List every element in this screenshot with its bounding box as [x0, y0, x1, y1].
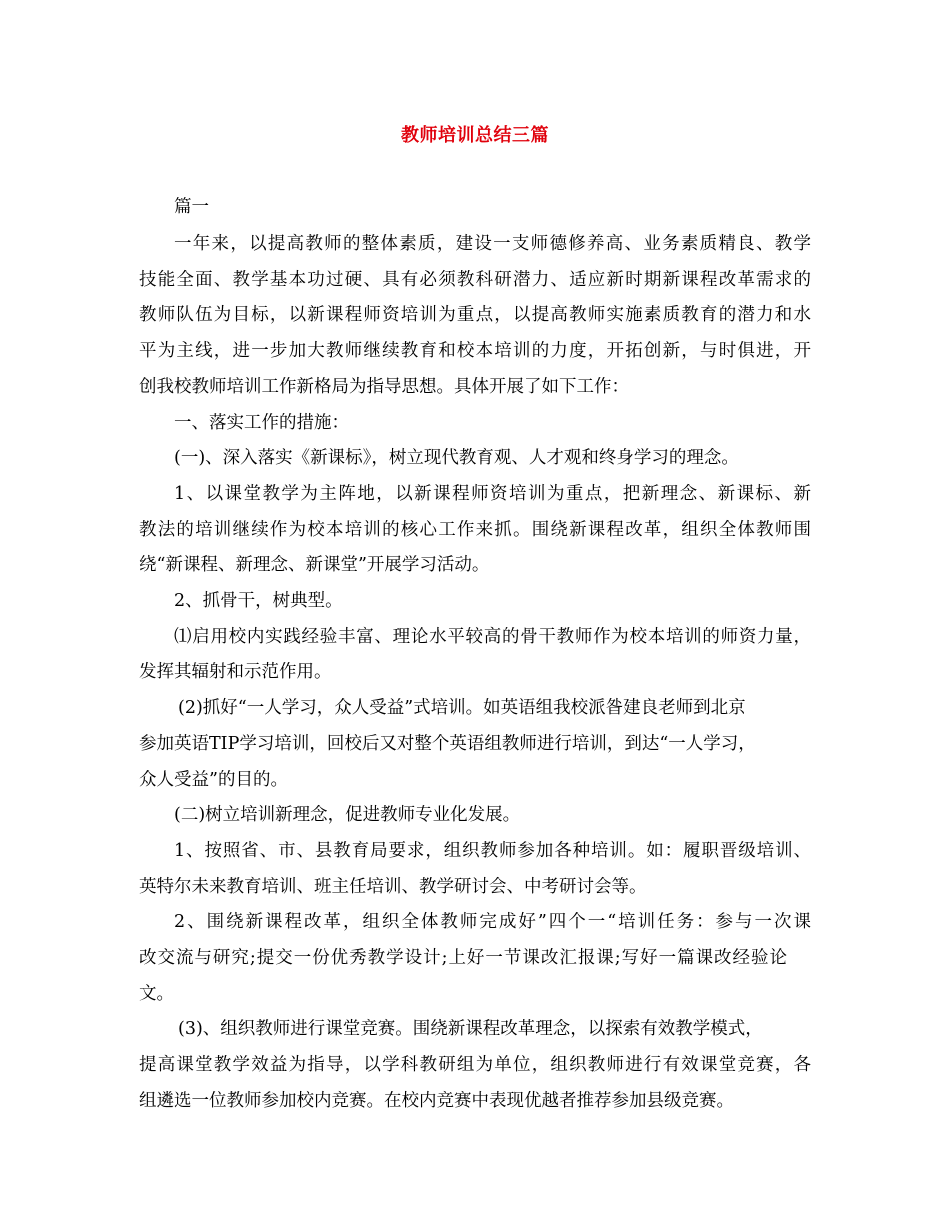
- text-line: 创我校教师培训工作新格局为指导思想。具体开展了如下工作：: [139, 377, 629, 397]
- text-line: 一、落实工作的措施：: [174, 413, 349, 433]
- text-line: 平为主线，进一步加大教师继续教育和校本培训的力度，开拓创新，与时俱进，开: [139, 341, 811, 361]
- text-line: 1、以课堂教学为主阵地，以新课程师资培训为重点，把新理念、新课标、新: [174, 484, 811, 504]
- text-line: 组遴选一位教师参加校内竞赛。在校内竞赛中表现优越者推荐参加县级竞赛。: [139, 1091, 734, 1111]
- text-line: 2、抓骨干，树典型。: [174, 591, 343, 611]
- text-line: (二)树立培训新理念，促进教师专业化发展。: [174, 805, 521, 825]
- document-title: 教师培训总结三篇: [401, 125, 549, 146]
- text-line: 一年来，以提高教师的整体素质，建设一支师德修养高、业务素质精良、教学: [174, 234, 811, 254]
- text-line: (一)、深入落实《新课标》，树立现代教育观、人才观和终身学习的理念。: [174, 448, 739, 468]
- text-line: 提高课堂教学效益为指导，以学科教研组为单位，组织教师进行有效课堂竞赛，各: [139, 1055, 811, 1075]
- text-line: (2)抓好“一人学习，众人受益”式培训。如英语组我校派昝建良老师到北京: [178, 698, 746, 718]
- text-line: 发挥其辐射和示范作用。: [139, 662, 332, 682]
- text-line: 英特尔未来教育培训、班主任培训、教学研讨会、中考研讨会等。: [139, 877, 647, 897]
- text-line: 2、围绕新课程改革，组织全体教师完成好”四个一“培训任务：参与一次课: [174, 912, 811, 932]
- text-line: 篇一: [174, 197, 209, 217]
- text-line: 1、按照省、市、县教育局要求，组织教师参加各种培训。如：履职晋级培训、: [174, 841, 811, 861]
- text-line: 参加英语TIP学习培训，回校后又对整个英语组教师进行培训，到达“一人学习，: [139, 734, 756, 754]
- text-line: 绕“新课程、新理念、新课堂”开展学习活动。: [139, 555, 490, 575]
- text-line: 教法的培训继续作为校本培训的核心工作来抓。围绕新课程改革，组织全体教师围: [139, 520, 811, 540]
- text-line: 改交流与研究;提交一份优秀教学设计;上好一节课改汇报课;写好一篇课改经验论: [139, 948, 787, 968]
- text-line: (3)、组织教师进行课堂竞赛。围绕新课程改革理念，以探索有效教学模式，: [178, 1019, 763, 1039]
- text-line: 教师队伍为目标，以新课程师资培训为重点，以提高教师实施素质教育的潜力和水: [139, 305, 811, 325]
- text-line: 文。: [139, 984, 174, 1004]
- text-line: ⑴启用校内实践经验丰富、理论水平较高的骨干教师作为校本培训的师资力量，: [174, 627, 811, 647]
- text-line: 技能全面、教学基本功过硬、具有必须教科研潜力、适应新时期新课程改革需求的: [139, 270, 811, 290]
- text-line: 众人受益”的目的。: [139, 770, 288, 790]
